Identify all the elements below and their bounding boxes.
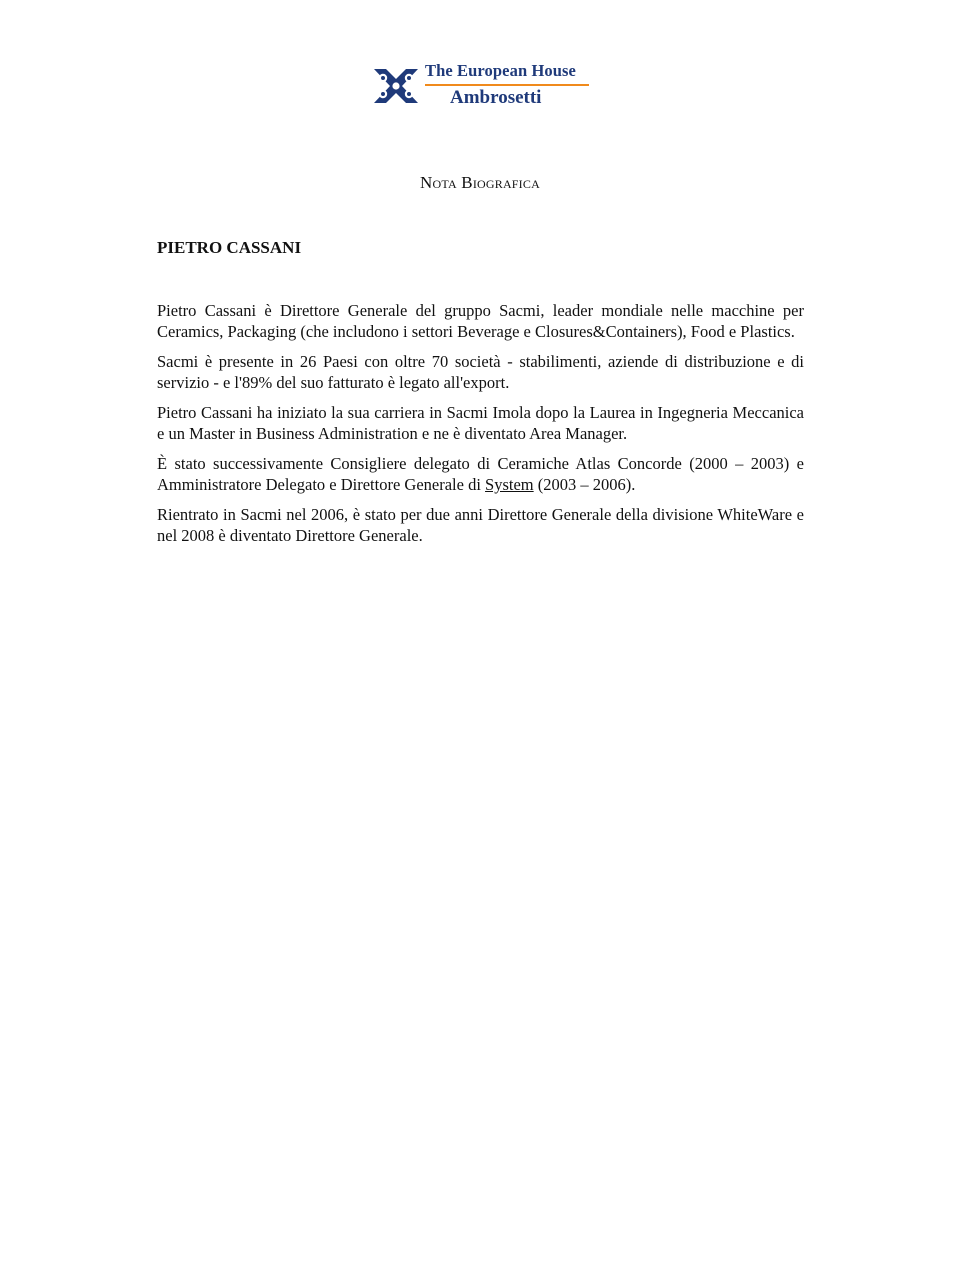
logo-divider xyxy=(425,84,589,86)
logo-text-line2: Ambrosetti xyxy=(450,87,542,108)
biography-paragraph: Sacmi è presente in 26 Paesi con oltre 70 società - stabilimenti, aziende di distribuzione e di servizio - e l'89% del suo fatturato è legato all'export. xyxy=(157,352,804,392)
paragraph-text: È stato successivamente Consigliere delegato di Ceramiche Atlas Concorde (2000 – 2003) e Amministratore Delegato e Direttore Generale di xyxy=(157,454,804,494)
logo-text-line1: The European House xyxy=(425,61,576,80)
logo-icon xyxy=(372,65,420,107)
document-title: Nota Biografica xyxy=(420,173,540,192)
biography-paragraph: Rientrato in Sacmi nel 2006, è stato per due anni Direttore Generale della divisione WhiteWare e nel 2008 è diventato Direttore Generale. xyxy=(157,505,804,545)
biography-paragraph xyxy=(157,453,804,495)
biography-body xyxy=(157,300,804,555)
biography-paragraph: Pietro Cassani è Direttore Generale del gruppo Sacmi, leader mondiale nelle macchine per Ceramics, Packaging (che includono i settori Beverage e Closures&Containers), Food e Plastics. xyxy=(157,301,804,341)
paragraph-text: (2003 – 2006). xyxy=(533,475,636,494)
biography-paragraph: Pietro Cassani ha iniziato la sua carriera in Sacmi Imola dopo la Laurea in Ingegneria Meccanica e un Master in Business Administration e ne è diventato Area Manager. xyxy=(157,403,804,443)
person-name-heading: PIETRO CASSANI xyxy=(157,238,302,257)
company-logo xyxy=(372,60,602,112)
company-name-underlined: System xyxy=(485,475,534,494)
